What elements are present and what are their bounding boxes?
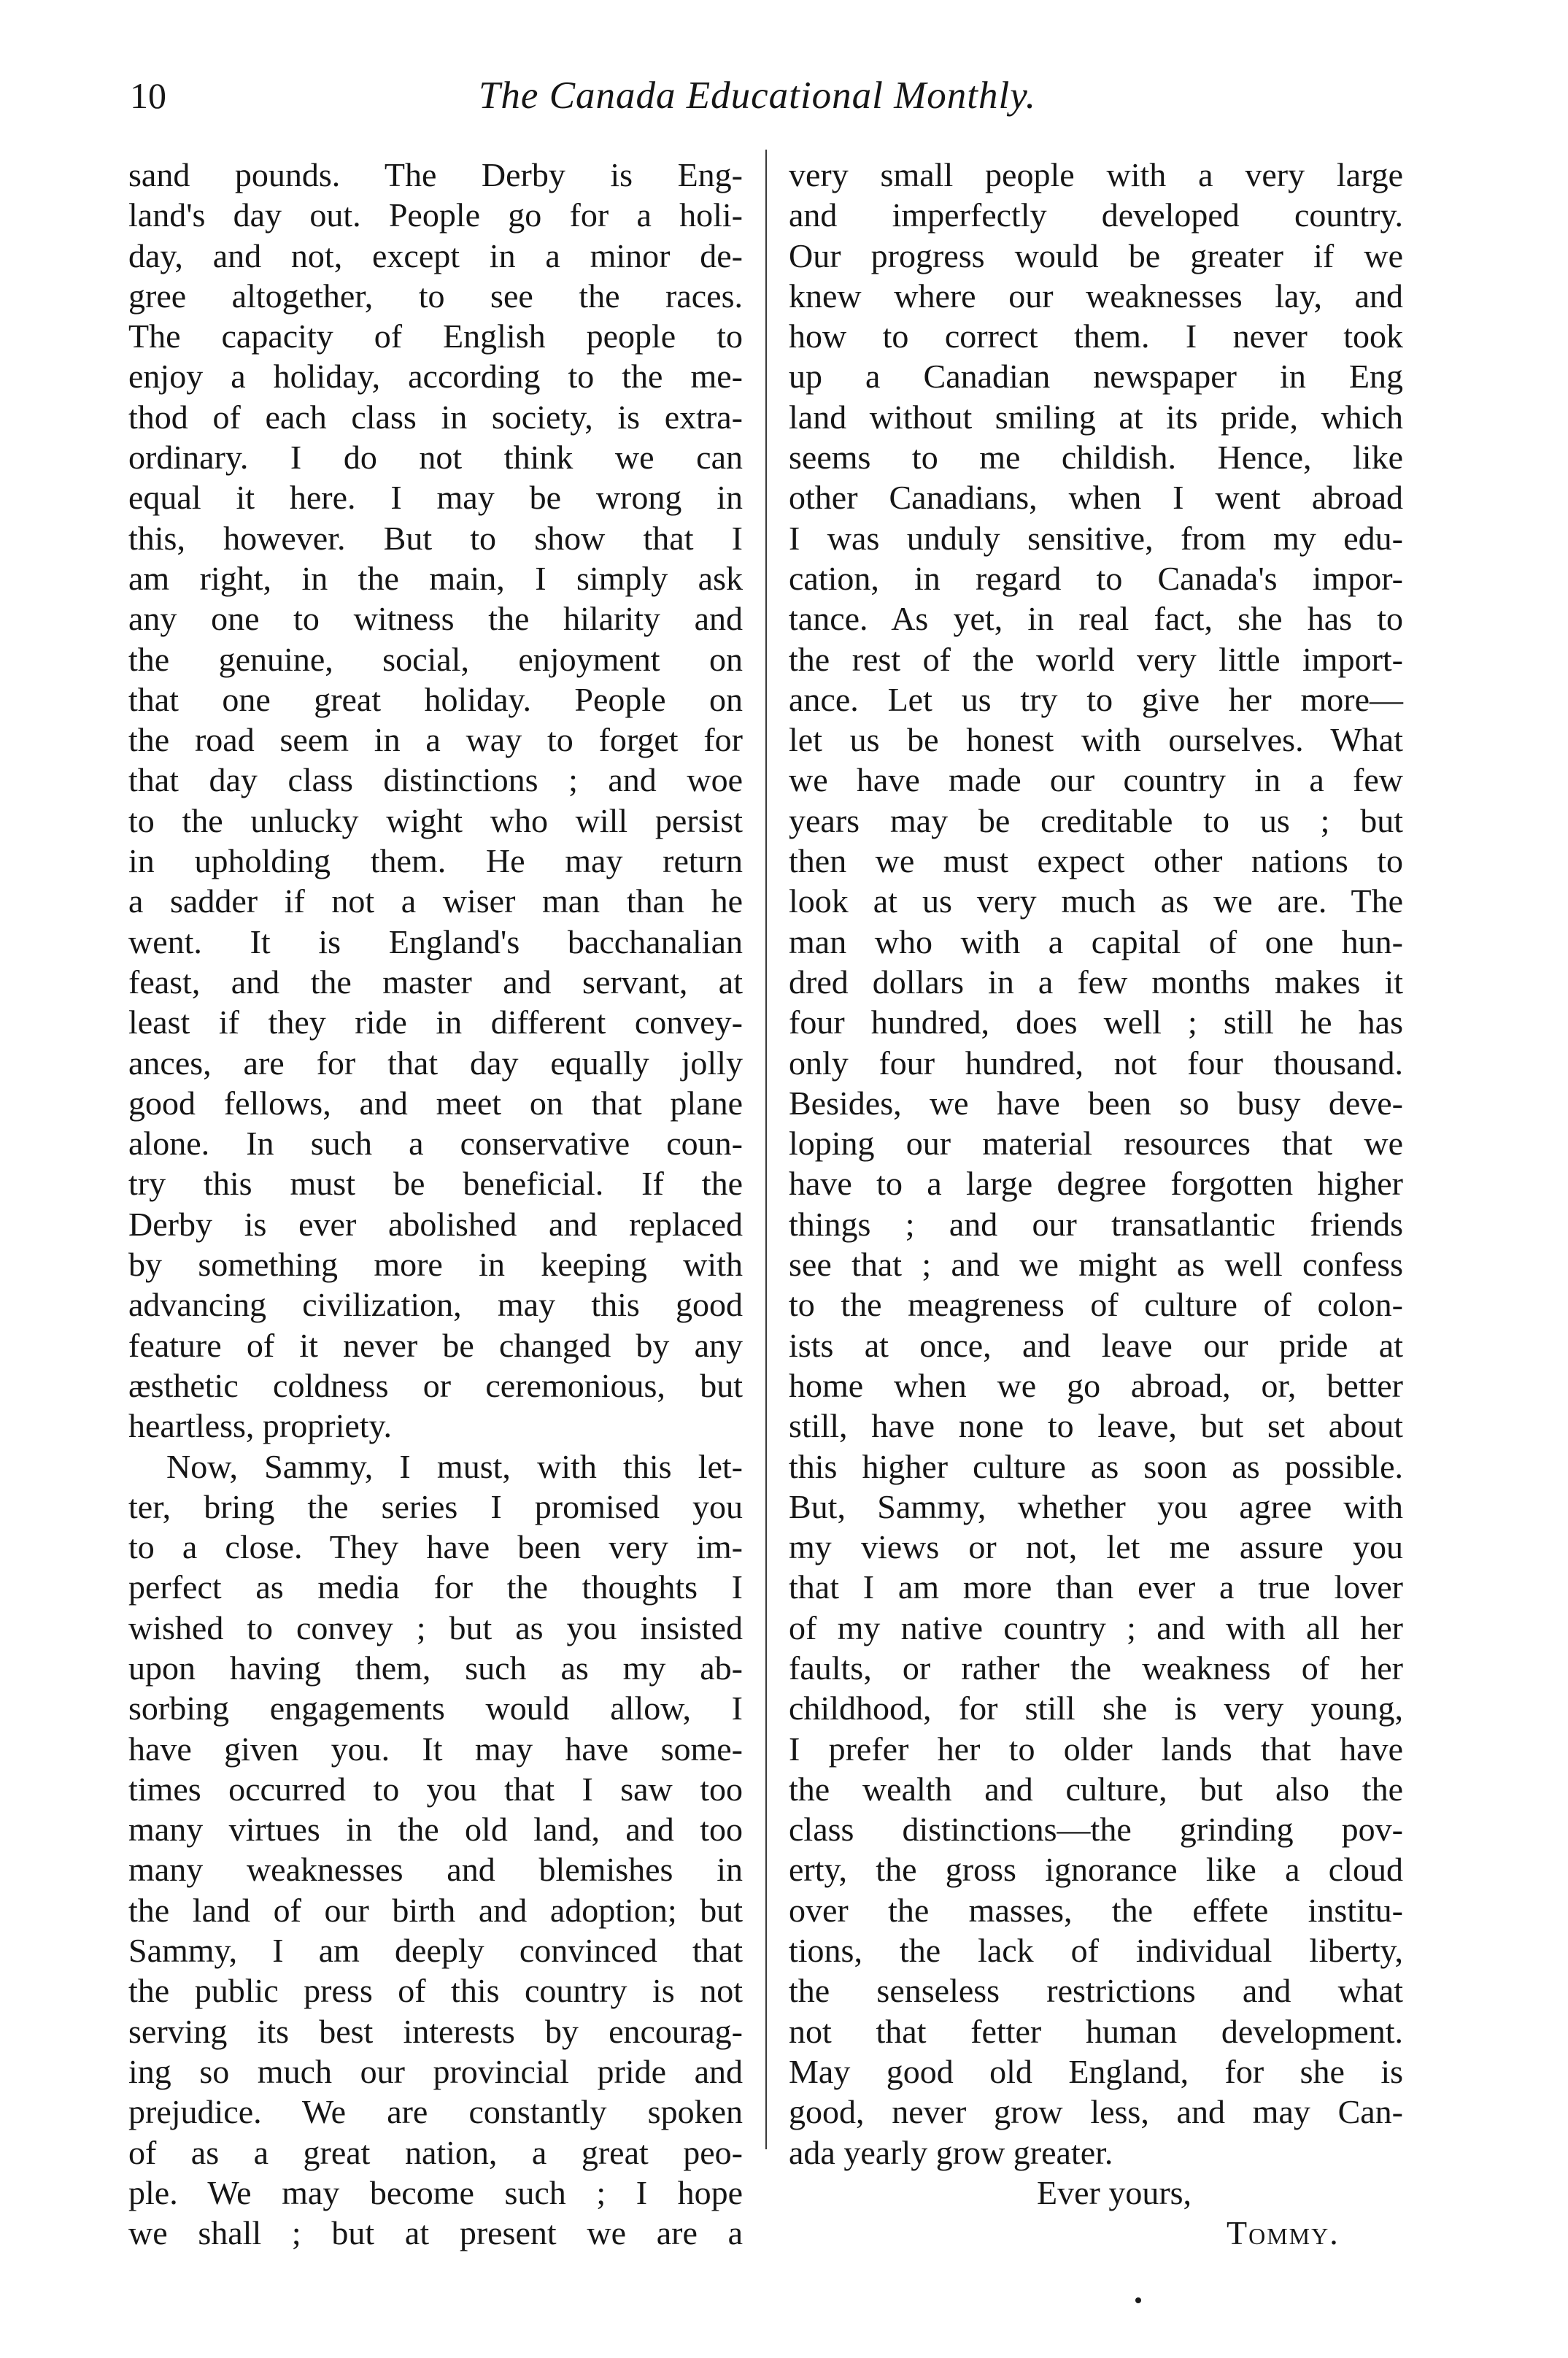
text-line: ordinary. I do not think we can — [128, 439, 743, 477]
text-line: of as a great nation, a great peo- — [128, 2133, 743, 2171]
text-line: serving its best interests by encourag- — [128, 2012, 743, 2050]
text-line: try this must be beneficial. If the — [128, 1165, 743, 1203]
column-divider — [765, 150, 767, 2149]
text-line: four hundred, does well ; still he has — [789, 1003, 1403, 1041]
text-line: land's day out. People go for a holi- — [128, 196, 743, 234]
text-line: feature of it never be changed by any — [128, 1326, 743, 1364]
text-line: a sadder if not a wiser man than he — [128, 882, 743, 920]
text-line: wished to convey ; but as you insisted — [128, 1608, 743, 1646]
text-line: knew where our weaknesses lay, and — [789, 277, 1403, 315]
text-line: sand pounds. The Derby is Eng- — [128, 156, 743, 193]
text-line: things ; and our transatlantic friends — [789, 1205, 1403, 1243]
text-line: I prefer her to older lands that have — [789, 1730, 1403, 1768]
text-line: am right, in the main, I simply ask — [128, 559, 743, 597]
text-line: tions, the lack of individual liberty, — [789, 1932, 1403, 1970]
text-line: ance. Let us try to give her more— — [789, 680, 1403, 718]
letter-signature: Tommy. — [1227, 2214, 1340, 2252]
text-line: gree altogether, to see the races. — [128, 277, 743, 315]
text-line: thod of each class in society, is extra- — [128, 398, 743, 436]
text-line: The capacity of English people to — [128, 317, 743, 355]
text-line: still, have none to leave, but set about — [789, 1407, 1403, 1445]
text-line: the rest of the world very little import- — [789, 640, 1403, 678]
paragraph-start-line: Now, Sammy, I must, with this let- — [166, 1447, 743, 1485]
text-line: Sammy, I am deeply convinced that — [128, 1932, 743, 1970]
left-column — [128, 155, 743, 2253]
text-line: to the unlucky wight who will persist — [128, 801, 743, 839]
text-line: have to a large degree forgotten higher — [789, 1165, 1403, 1203]
text-line: the public press of this country is not — [128, 1972, 743, 2010]
text-line: have given you. It may have some- — [128, 1730, 743, 1768]
text-line: many virtues in the old land, and too — [128, 1811, 743, 1849]
text-line: to the meagreness of culture of colon- — [789, 1286, 1403, 1324]
text-line: erty, the gross ignorance like a cloud — [789, 1851, 1403, 1889]
text-line: equal it here. I may be wrong in — [128, 479, 743, 517]
text-line: Our progress would be greater if we — [789, 236, 1403, 274]
text-line: this higher culture as soon as possible. — [789, 1447, 1403, 1485]
text-line: enjoy a holiday, according to the me- — [128, 358, 743, 396]
letter-closing: Ever yours, — [1037, 2173, 1192, 2211]
text-line: the land of our birth and adoption; but — [128, 1891, 743, 1929]
text-line: then we must expect other nations to — [789, 842, 1403, 880]
text-line: many weaknesses and blemishes in — [128, 1851, 743, 1889]
text-line: that one great holiday. People on — [128, 680, 743, 718]
text-line: least if they ride in different convey- — [128, 1003, 743, 1041]
text-line: But, Sammy, whether you agree with — [789, 1487, 1403, 1525]
text-line: advancing civilization, may this good — [128, 1286, 743, 1324]
text-line: went. It is England's bacchanalian — [128, 922, 743, 960]
text-line: see that ; and we might as well confess — [789, 1246, 1403, 1284]
text-line: of my native country ; and with all her — [789, 1608, 1403, 1646]
text-line: over the masses, the effete institu- — [789, 1891, 1403, 1929]
page-number: 10 — [130, 75, 166, 116]
text-line: let us be honest with ourselves. What — [789, 721, 1403, 759]
text-line: look at us very much as we are. The — [789, 882, 1403, 920]
text-line: loping our material resources that we — [789, 1125, 1403, 1163]
text-line: upon having them, such as my ab- — [128, 1649, 743, 1687]
text-line: prejudice. We are constantly spoken — [128, 2093, 743, 2131]
text-line: any one to witness the hilarity and — [128, 600, 743, 638]
text-line: good, never grow less, and may Can- — [789, 2093, 1403, 2131]
text-line: by something more in keeping with — [128, 1246, 743, 1284]
text-line: very small people with a very large — [789, 156, 1403, 193]
text-line: æsthetic coldness or ceremonious, but — [128, 1366, 743, 1404]
text-line: other Canadians, when I went abroad — [789, 479, 1403, 517]
text-line: that day class distinctions ; and woe — [128, 761, 743, 799]
text-line: we shall ; but at present we are a — [128, 2214, 743, 2252]
text-line: we have made our country in a few — [789, 761, 1403, 799]
text-line: this, however. But to show that I — [128, 519, 743, 557]
text-line: only four hundred, not four thousand. — [789, 1044, 1403, 1082]
paragraph-end-line: ada yearly grow greater. — [789, 2133, 1113, 2171]
text-line: childhood, for still she is very young, — [789, 1689, 1403, 1727]
text-line: Derby is ever abolished and replaced — [128, 1205, 743, 1243]
text-line: cation, in regard to Canada's impor- — [789, 559, 1403, 597]
text-line: man who with a capital of one hun- — [789, 922, 1403, 960]
text-line: times occurred to you that I saw too — [128, 1770, 743, 1808]
text-line: dred dollars in a few months makes it — [789, 963, 1403, 1001]
text-line: the wealth and culture, but also the — [789, 1770, 1403, 1808]
text-line: to a close. They have been very im- — [128, 1528, 743, 1566]
text-line: years may be creditable to us ; but — [789, 801, 1403, 839]
text-line: land without smiling at its pride, which — [789, 398, 1403, 436]
page-header — [130, 70, 1385, 128]
text-line: how to correct them. I never took — [789, 317, 1403, 355]
text-line: May good old England, for she is — [789, 2052, 1403, 2090]
text-line: faults, or rather the weakness of her — [789, 1649, 1403, 1687]
text-line: perfect as media for the thoughts I — [128, 1568, 743, 1606]
right-column — [789, 155, 1403, 2253]
text-line: ter, bring the series I promised you — [128, 1487, 743, 1525]
text-line: ing so much our provincial pride and — [128, 2052, 743, 2090]
text-line: class distinctions—the grinding pov- — [789, 1811, 1403, 1849]
text-line: sorbing engagements would allow, I — [128, 1689, 743, 1727]
text-line: good fellows, and meet on that plane — [128, 1084, 743, 1122]
text-line: ple. We may become such ; I hope — [128, 2173, 743, 2211]
text-line: day, and not, except in a minor de- — [128, 236, 743, 274]
text-line: the senseless restrictions and what — [789, 1972, 1403, 2010]
text-line: home when we go abroad, or, better — [789, 1366, 1403, 1404]
text-line: feast, and the master and servant, at — [128, 963, 743, 1001]
text-line: alone. In such a conservative coun- — [128, 1125, 743, 1163]
text-line: ists at once, and leave our pride at — [789, 1326, 1403, 1364]
text-line: up a Canadian newspaper in Eng — [789, 358, 1403, 396]
page-speck — [1135, 2297, 1141, 2303]
text-line: seems to me childish. Hence, like — [789, 439, 1403, 477]
text-line: and imperfectly developed country. — [789, 196, 1403, 234]
text-line: Besides, we have been so busy deve- — [789, 1084, 1403, 1122]
text-line: I was unduly sensitive, from my edu- — [789, 519, 1403, 557]
text-line: ances, are for that day equally jolly — [128, 1044, 743, 1082]
paragraph-end-line: heartless, propriety. — [128, 1407, 393, 1445]
text-line: that I am more than ever a true lover — [789, 1568, 1403, 1606]
text-line: in upholding them. He may return — [128, 842, 743, 880]
running-title: The Canada Educational Monthly. — [478, 74, 1037, 117]
text-line: my views or not, let me assure you — [789, 1528, 1403, 1566]
text-line: not that fetter human development. — [789, 2012, 1403, 2050]
text-line: tance. As yet, in real fact, she has to — [789, 600, 1403, 638]
text-line: the road seem in a way to forget for — [128, 721, 743, 759]
text-line: the genuine, social, enjoyment on — [128, 640, 743, 678]
